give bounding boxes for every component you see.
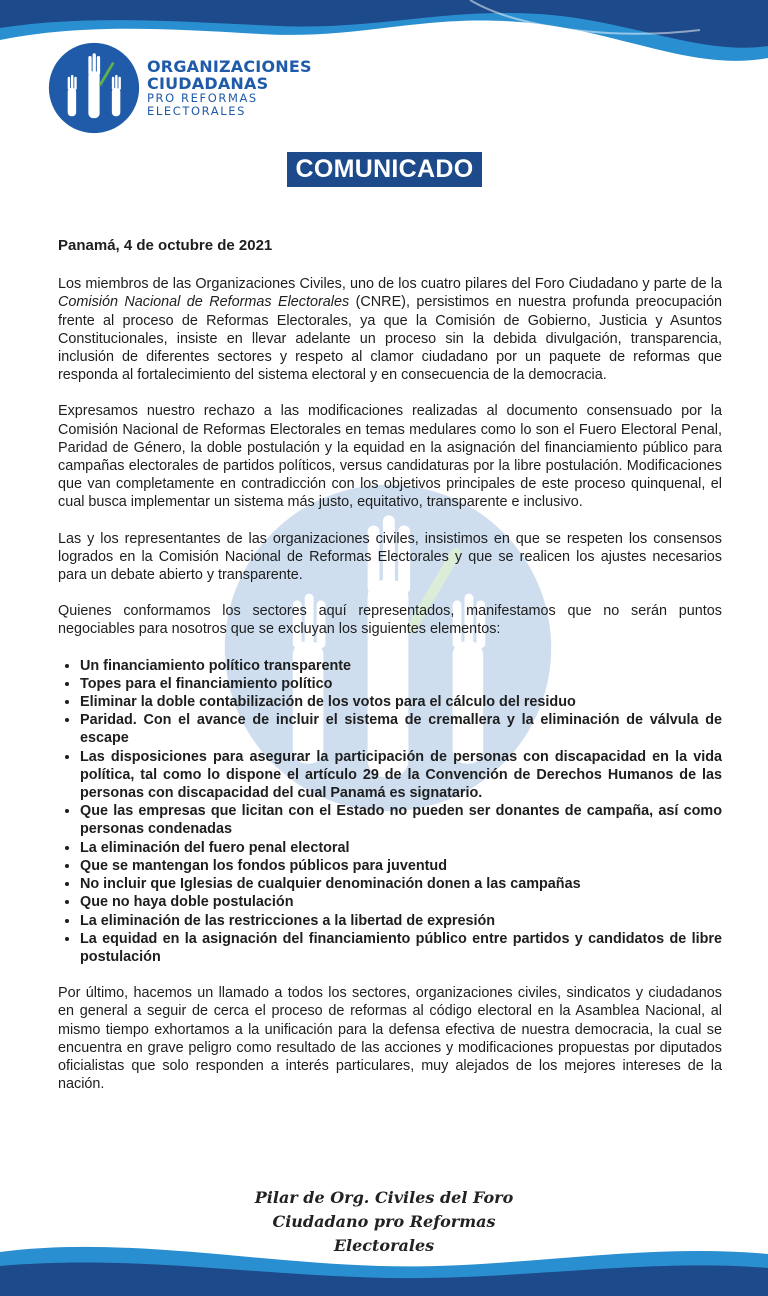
hands-logo-icon [47, 41, 141, 135]
list-item: • Un financiamiento político transparente [80, 657, 722, 675]
non-negotiable-list [58, 657, 722, 966]
paragraph-3: Las y los representantes de las organizaciones civiles, insistimos en que se respeten los consensos logrados en la Comisión Nacional de Reformas Electorales y que se realicen los ajustes necesarios para un debate abierto y transparente. [58, 530, 722, 584]
document-body [58, 237, 722, 1111]
logo-line-4: ELECTORALES [147, 104, 247, 118]
paragraph-1 [58, 275, 722, 384]
list-item: • Que no haya doble postulación [80, 893, 722, 911]
list-item: • La eliminación de las restricciones a la libertad de expresión [80, 912, 722, 930]
signature-line-1: Pilar de Org. Civiles del Foro [254, 1188, 514, 1207]
paragraph-4: Quienes conformamos los sectores aquí representados, manifestamos que no serán puntos negociables para nosotros que se excluyan los siguientes elementos: [58, 603, 722, 638]
paragraph-1-start: Los miembros de las Organizaciones Civiles, uno de los cuatro pilares del Foro Ciudadano y parte de la [58, 276, 722, 293]
logo-line-1: ORGANIZACIONES [147, 57, 312, 76]
list-item: • Las disposiciones para asegurar la participación de personas con discapacidad en la vida política, tal como lo dispone el artículo 29 de la Convención de Derechos Humanos de las personas con discapacidad del cual Panamá es signatario. [80, 748, 722, 803]
list-item: • Que se mantengan los fondos públicos para juventud [80, 857, 722, 875]
logo-wordmark [147, 58, 312, 118]
organization-logo [47, 41, 312, 135]
list-item: • La equidad en la asignación del financiamiento público entre partidos y candidatos de libre postulación [80, 930, 722, 966]
paragraph-5: Por último, hacemos un llamado a todos los sectores, organizaciones civiles, sindicatos y ciudadanos en general a seguir de cerca el proceso de reformas al código electoral en la Asamblea Nacional, al mismo tiempo exhortamos a la unificación para la defensa efectiva de nuestra democracia, la cual se encuentra en grave peligro como resultado de las acciones y modificaciones propuestas por diputados oficialistas que solo responden a interés particulares, muy alejados de los mejores intereses de la nación. [58, 985, 722, 1093]
logo-line-2: CIUDADANAS [147, 74, 269, 93]
comunicado-banner: COMUNICADO [287, 152, 482, 187]
signature-line-2: Ciudadano pro Reformas Electorales [272, 1212, 496, 1255]
document-date: Panamá, 4 de octubre de 2021 [58, 237, 273, 254]
paragraph-1-end: (CNRE), persistimos en nuestra profunda preocupación frente al proceso de Reformas Electorales, ya que la Comisión de Gobierno, Justicia y Asuntos Constitucionales, insiste en llevar adelante un proceso sin la debida divulgación, transparencia, inclusión de diferentes sectores y respeto al clamor ciudadano por un paquete de reformas que responda al fortalecimiento del sistema electoral y en consecuencia de la democracia. [58, 294, 722, 384]
list-item: • La eliminación del fuero penal electoral [80, 839, 722, 857]
paragraph-2: Expresamos nuestro rechazo a las modificaciones realizadas al documento consensuado por la Comisión Nacional de Reformas Electorales en temas medulares como lo son el Fuero Electoral Penal, Paridad de Género, la doble postulación y la equidad en la asignación del financiamiento público para campañas electorales de partidos políticos, versus candidaturas por la libre postulación. Modificaciones que van completamente en contradicción con los objetivos principales de este proceso quinquenal, el cual busca implementar un sistema más justo, equitativo, transparente e inclusivo. [58, 403, 722, 511]
paragraph-1-italic: Comisión Nacional de Reformas Electorales [58, 294, 350, 311]
list-item: • Eliminar la doble contabilización de los votos para el cálculo del residuo [80, 693, 722, 711]
list-item: • Paridad. Con el avance de incluir el sistema de cremallera y la eliminación de válvula de escape [80, 711, 722, 747]
list-item: • No incluir que Iglesias de cualquier denominación donen a las campañas [80, 875, 722, 893]
logo-line-3: PRO REFORMAS [147, 91, 258, 105]
list-item: • Que las empresas que licitan con el Estado no pueden ser donantes de campaña, así como personas condenadas [80, 802, 722, 838]
bottom-wave-decoration [0, 1232, 768, 1296]
list-item: • Topes para el financiamiento político [80, 675, 722, 693]
